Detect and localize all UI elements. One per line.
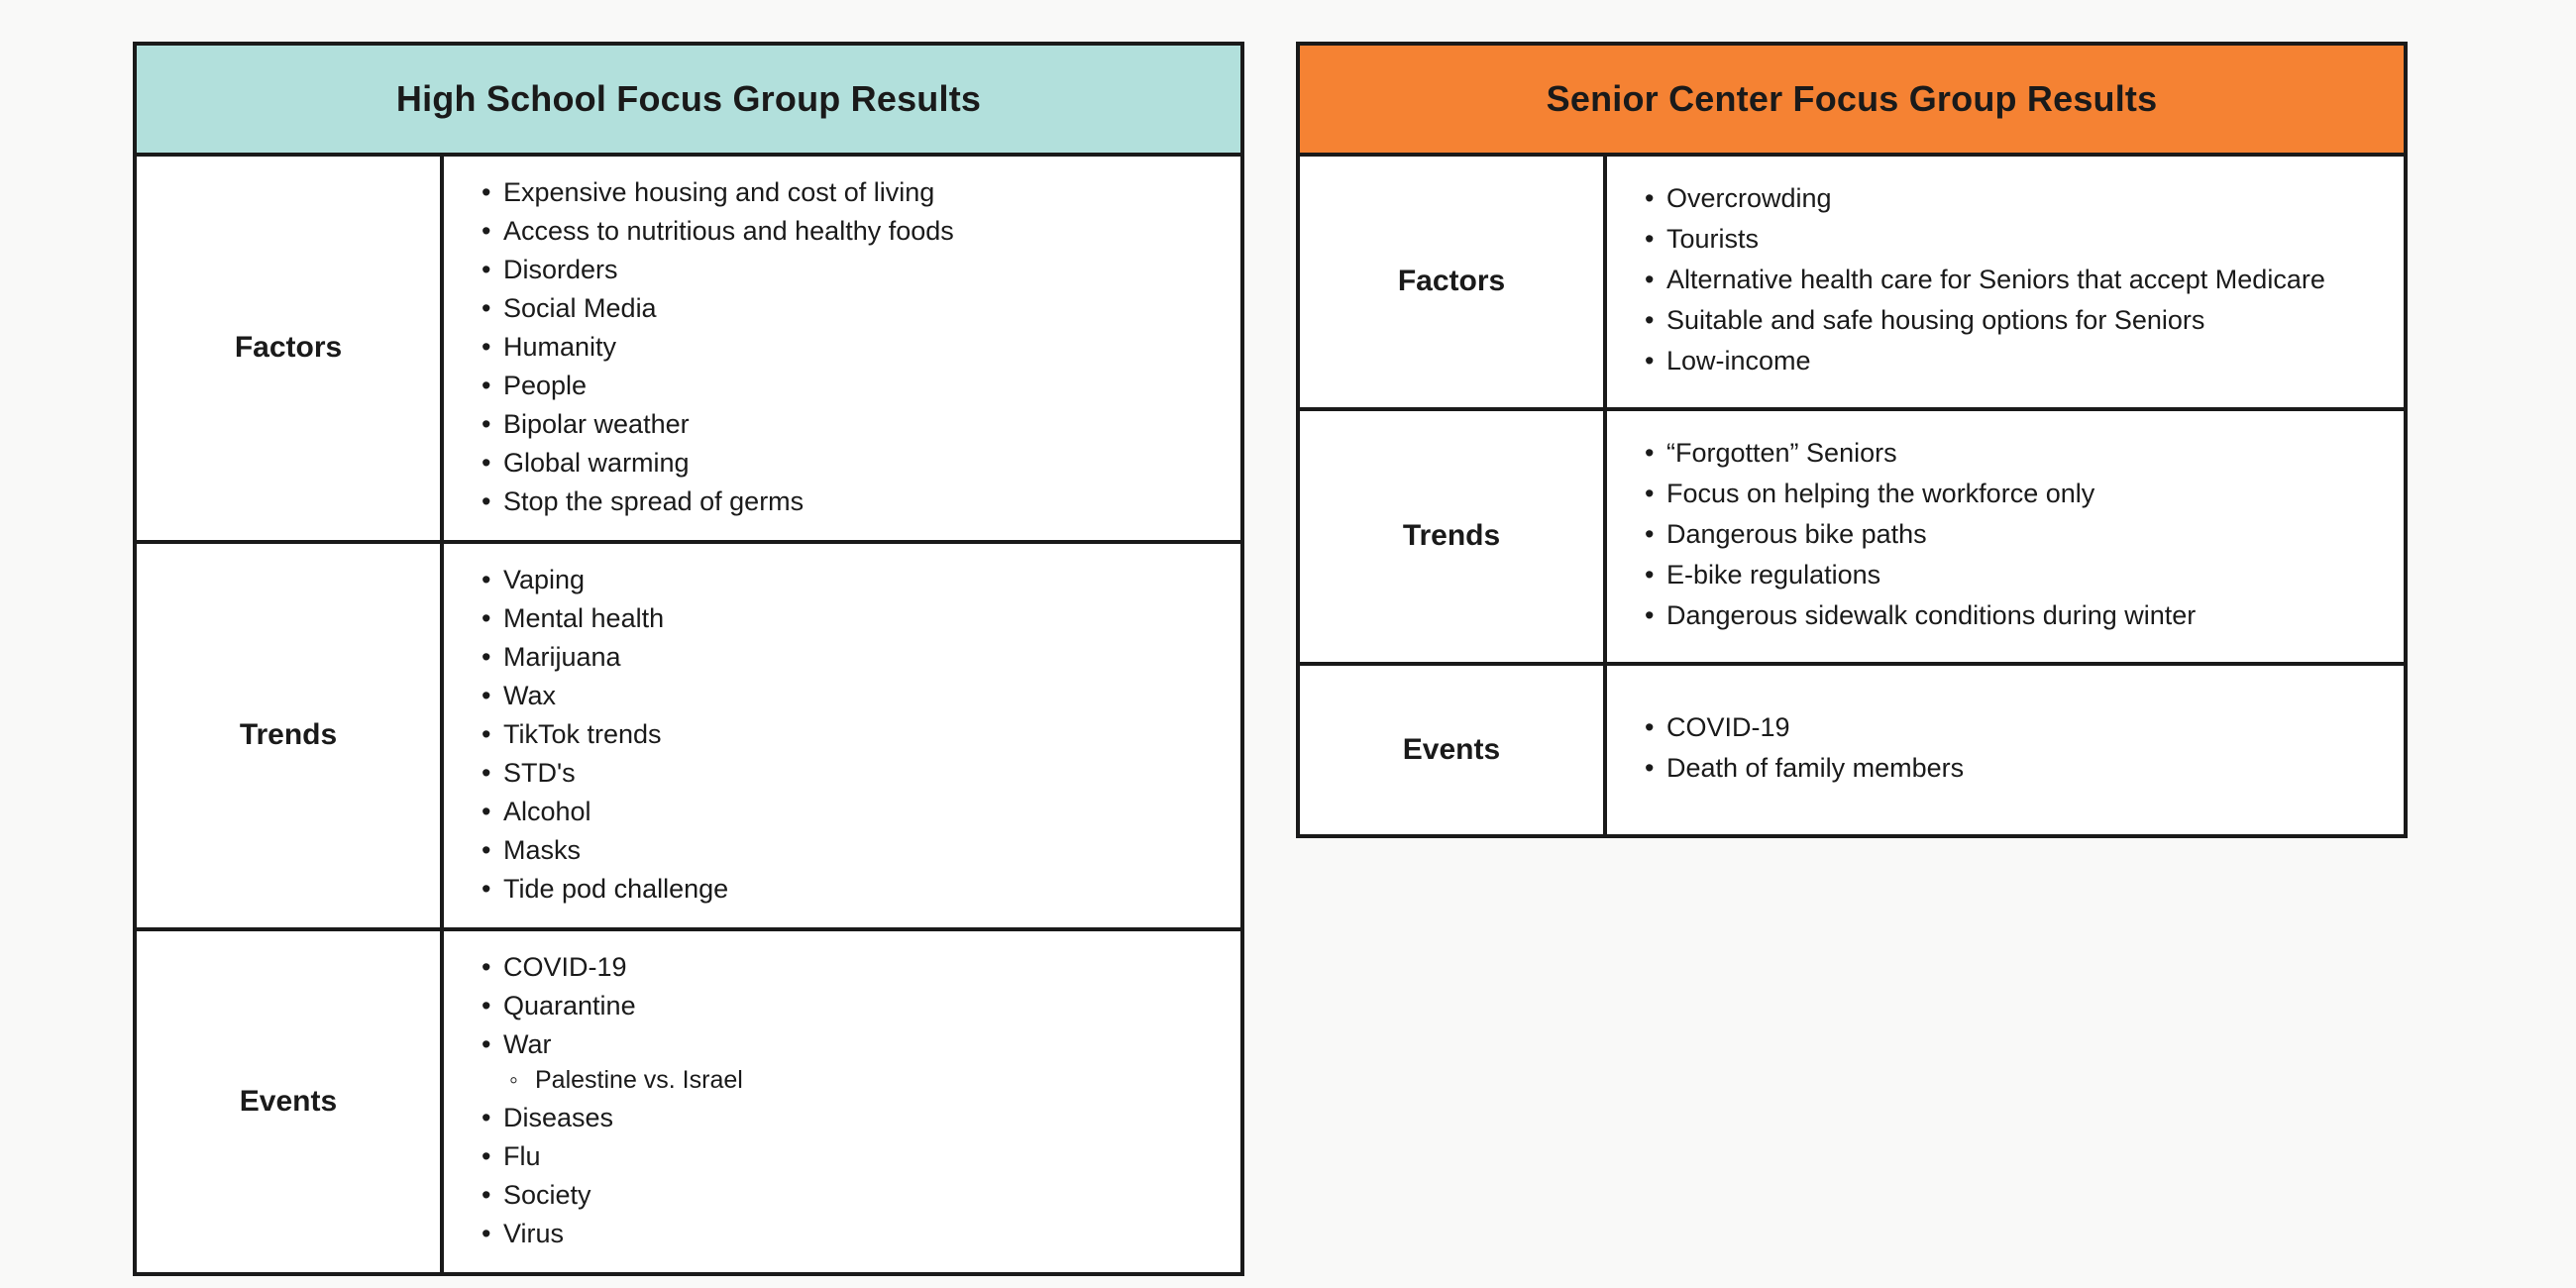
list-item <box>1641 476 2382 512</box>
list-item <box>1641 597 2382 634</box>
list-item <box>478 988 1219 1024</box>
list-item <box>1641 180 2382 217</box>
list-item-text: • Tide pod challenge <box>503 874 728 904</box>
list-item <box>1641 516 2382 553</box>
list-item-text: • Alcohol <box>503 797 591 826</box>
list-item-text: • Vaping <box>503 565 585 594</box>
tables-container <box>0 42 2576 1276</box>
list-item <box>478 290 1219 327</box>
row-label-trends: Trends <box>137 544 444 927</box>
list-item <box>478 329 1219 366</box>
list-item-text: • “Forgotten” Seniors <box>1666 438 1897 468</box>
list-item <box>478 174 1219 211</box>
table-row <box>1300 157 2404 411</box>
list-item-text: • E-bike regulations <box>1666 560 1880 590</box>
list-item <box>478 1026 1219 1098</box>
list-item-text: • Access to nutritious and healthy foods <box>503 216 954 246</box>
list-item-text: • Bipolar weather <box>503 409 690 439</box>
list-item-text: • Virus <box>503 1219 564 1248</box>
list-item <box>1641 343 2382 379</box>
sub-bullet-list <box>503 1063 1219 1099</box>
table-row <box>137 157 1240 544</box>
list-item-text: • Flu <box>503 1141 541 1171</box>
list-item <box>478 562 1219 598</box>
row-content-trends <box>1607 411 2404 662</box>
list-item <box>1641 709 2382 746</box>
list-item-text: • War <box>503 1029 552 1059</box>
list-item-text: • Quarantine <box>503 991 636 1020</box>
bullet-list <box>1641 709 2382 787</box>
list-item-text: • Society <box>503 1180 591 1210</box>
list-item-text: • Dangerous bike paths <box>1666 519 1927 549</box>
list-item <box>478 794 1219 830</box>
list-item <box>478 213 1219 250</box>
row-content-events <box>1607 666 2404 834</box>
row-label-events: Events <box>137 931 444 1272</box>
list-item-text: • Social Media <box>503 293 657 323</box>
bullet-list <box>1641 180 2382 379</box>
list-item <box>478 678 1219 714</box>
list-item-text: • Diseases <box>503 1103 613 1132</box>
list-item-text: • Overcrowding <box>1666 183 1832 213</box>
bullet-list <box>478 562 1219 908</box>
bullet-list <box>478 174 1219 520</box>
list-item <box>1641 302 2382 339</box>
list-item-text: • Global warming <box>503 448 690 478</box>
list-item <box>1641 750 2382 787</box>
list-item <box>478 755 1219 792</box>
list-item <box>1641 435 2382 472</box>
list-item-text: • Death of family members <box>1666 753 1964 783</box>
list-item <box>478 445 1219 482</box>
list-item <box>478 1138 1219 1175</box>
list-item-text: • Expensive housing and cost of living <box>503 177 934 207</box>
list-item <box>1641 221 2382 258</box>
row-content-events <box>444 931 1240 1272</box>
list-item <box>478 949 1219 986</box>
list-item <box>478 871 1219 908</box>
list-item-text: • COVID-19 <box>503 952 627 982</box>
sub-list-item <box>503 1063 1219 1099</box>
list-item-text: • Disorders <box>503 255 618 284</box>
table-title-high-school: High School Focus Group Results <box>137 46 1240 157</box>
list-item <box>478 716 1219 753</box>
list-item <box>478 368 1219 404</box>
list-item-text: • STD's <box>503 758 576 788</box>
list-item-text: • Humanity <box>503 332 616 362</box>
list-item-text: • Stop the spread of germs <box>503 486 804 516</box>
list-item <box>1641 557 2382 593</box>
focus-group-table-high-school <box>133 42 1244 1276</box>
row-content-factors <box>1607 157 2404 407</box>
row-label-events: Events <box>1300 666 1607 834</box>
list-item-text: • Dangerous sidewalk conditions during winter <box>1666 600 2196 630</box>
list-item-text: • TikTok trends <box>503 719 662 749</box>
list-item <box>478 600 1219 637</box>
list-item <box>478 1100 1219 1136</box>
list-item-text: • Tourists <box>1666 224 1759 254</box>
table-row <box>1300 666 2404 834</box>
row-label-trends: Trends <box>1300 411 1607 662</box>
list-item-text: • Marijuana <box>503 642 621 672</box>
list-item <box>478 483 1219 520</box>
sub-list-item-text: ◦ Palestine vs. Israel <box>535 1066 743 1094</box>
table-row <box>137 931 1240 1272</box>
table-title-senior-center: Senior Center Focus Group Results <box>1300 46 2404 157</box>
list-item-text: • Low-income <box>1666 346 1811 376</box>
bullet-list <box>478 949 1219 1252</box>
list-item <box>478 832 1219 869</box>
row-content-trends <box>444 544 1240 927</box>
list-item <box>478 639 1219 676</box>
list-item-text: • Mental health <box>503 603 664 633</box>
list-item <box>478 1177 1219 1214</box>
list-item-text: • Suitable and safe housing options for Seniors <box>1666 305 2204 335</box>
row-label-factors: Factors <box>1300 157 1607 407</box>
list-item-text: • Masks <box>503 835 581 865</box>
list-item-text: • Alternative health care for Seniors that accept Medicare <box>1666 265 2325 294</box>
row-label-factors: Factors <box>137 157 444 540</box>
list-item-text: • Wax <box>503 681 556 710</box>
focus-group-table-senior-center <box>1296 42 2408 838</box>
list-item-text: • Focus on helping the workforce only <box>1666 479 2094 508</box>
row-content-factors <box>444 157 1240 540</box>
list-item-text: • COVID-19 <box>1666 712 1790 742</box>
table-row <box>137 544 1240 931</box>
list-item <box>478 252 1219 288</box>
list-item <box>1641 262 2382 298</box>
list-item <box>478 406 1219 443</box>
list-item-text: • People <box>503 371 587 400</box>
list-item <box>478 1216 1219 1252</box>
bullet-list <box>1641 435 2382 634</box>
table-row <box>1300 411 2404 666</box>
